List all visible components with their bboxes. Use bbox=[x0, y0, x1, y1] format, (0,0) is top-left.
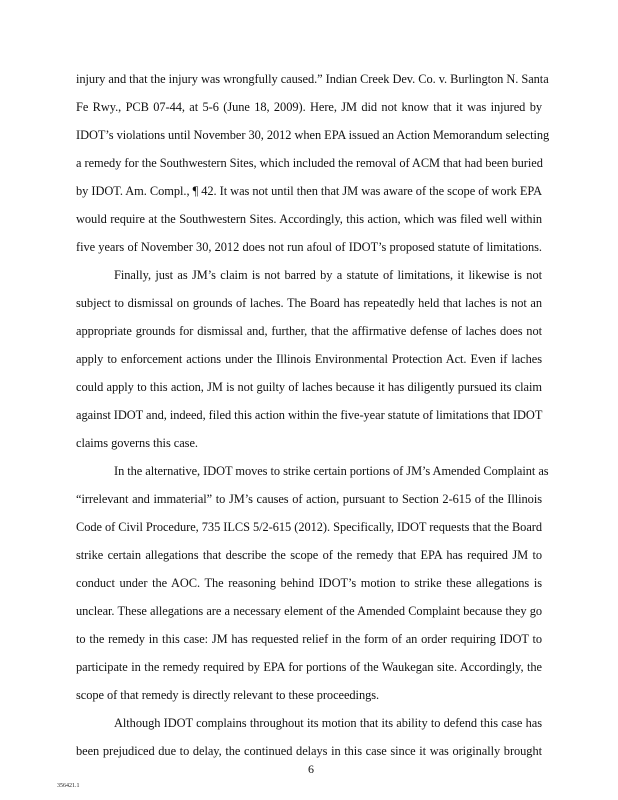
paragraph-first-line: In the alternative, IDOT moves to strike certain portions of JM’s Amended Complaint as bbox=[114, 464, 549, 478]
text-line: Code of Civil Procedure, 735 ILCS 5/2-615 (2012). Specifically, IDOT requests that the Board bbox=[76, 520, 542, 534]
text-line: apply to enforcement actions under the Illinois Environmental Protection Act. Even if laches bbox=[76, 352, 542, 366]
text-line: claims governs this case. bbox=[76, 436, 198, 450]
text-line: against IDOT and, indeed, filed this action within the five-year statute of limitations that IDOT bbox=[76, 408, 543, 422]
paragraph-first-line: Finally, just as JM’s claim is not barred by a statute of limitations, it likewise is not bbox=[114, 268, 542, 282]
text-line: IDOT’s violations until November 30, 2012 when EPA issued an Action Memorandum selecting bbox=[76, 128, 550, 142]
text-line: unclear. These allegations are a necessary element of the Amended Complaint because they go bbox=[76, 604, 542, 618]
text-line: by IDOT. Am. Compl., ¶ 42. It was not until then that JM was aware of the scope of work EPA bbox=[76, 184, 542, 198]
text-line: appropriate grounds for dismissal and, further, that the affirmative defense of laches does not bbox=[76, 324, 542, 338]
page-number: 6 bbox=[308, 762, 314, 776]
text-line: participate in the remedy required by EPA for portions of the Waukegan site. Accordingly, the bbox=[76, 660, 542, 674]
text-line: injury and that the injury was wrongfully caused.” Indian Creek Dev. Co. v. Burlington N. Santa bbox=[76, 72, 549, 86]
text-line: Fe Rwy., PCB 07-44, at 5-6 (June 18, 2009). Here, JM did not know that it was injured by bbox=[76, 100, 542, 114]
text-line: a remedy for the Southwestern Sites, which included the removal of ACM that had been buried bbox=[76, 156, 543, 170]
text-line: would require at the Southwestern Sites. Accordingly, this action, which was filed well within bbox=[76, 212, 542, 226]
text-line: been prejudiced due to delay, the continued delays in this case since it was originally brought bbox=[76, 744, 542, 758]
document-code: 356421.1 bbox=[57, 783, 80, 789]
text-line: five years of November 30, 2012 does not run afoul of IDOT’s proposed statute of limitations. bbox=[76, 240, 542, 254]
text-line: could apply to this action, JM is not guilty of laches because it has diligently pursued its claim bbox=[76, 380, 542, 394]
text-line: scope of that remedy is directly relevant to these proceedings. bbox=[76, 688, 380, 702]
text-line: to the remedy in this case: JM has requested relief in the form of an order requiring IDOT to bbox=[76, 632, 542, 646]
text-line: subject to dismissal on grounds of laches. The Board has repeatedly held that laches is not an bbox=[76, 296, 542, 310]
text-line: “irrelevant and immaterial” to JM’s causes of action, pursuant to Section 2-615 of the Illinois bbox=[76, 492, 542, 506]
text-line: conduct under the AOC. The reasoning behind IDOT’s motion to strike these allegations is bbox=[76, 576, 542, 590]
text-line: strike certain allegations that describe the scope of the remedy that EPA has required JM to bbox=[76, 548, 542, 562]
paragraph-first-line: Although IDOT complains throughout its motion that its ability to defend this case has bbox=[114, 716, 542, 730]
